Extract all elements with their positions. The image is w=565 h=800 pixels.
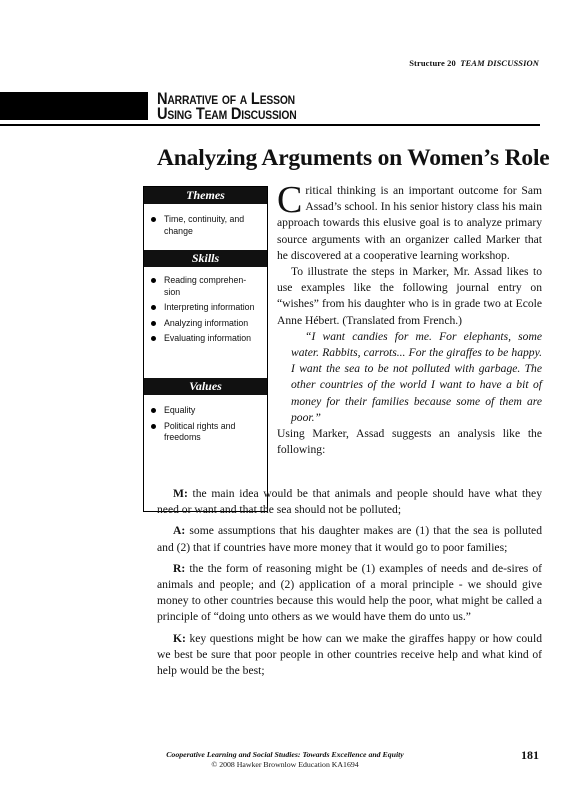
skills-heading: Skills xyxy=(144,250,267,267)
list-item: Evaluating information xyxy=(164,333,261,345)
footer-copyright: © 2008 Hawker Brownlow Education KA1694 xyxy=(211,760,359,769)
marker-text: the the form of reasoning might be (1) examples of needs and de-sires of animals and people; and (2) application of a moral principle - we should give money to other countries because this would help the poor, what might be called a principle of “doing unto others as we would have them do unto us.” xyxy=(157,561,542,624)
marker-item-a xyxy=(157,523,542,555)
marker-letter: K: xyxy=(173,631,186,645)
section-bar xyxy=(0,92,148,120)
footer-book-title: Cooperative Learning and Social Studies: Towards Excellence and Equity xyxy=(166,750,404,759)
values-heading: Values xyxy=(144,378,267,395)
marker-text: the main idea would be that animals and people should have what they need or want and that the sea should not be polluted; xyxy=(157,487,542,517)
marker-item-r xyxy=(157,561,542,626)
running-head-name: TEAM DISCUSSION xyxy=(460,58,539,68)
list-item: Reading comprehen-sion xyxy=(164,275,261,298)
list-item: Time, continuity, and change xyxy=(164,214,261,237)
page-title: Analyzing Arguments on Women’s Role xyxy=(157,145,550,171)
journal-quote: “I want candies for me. For elephants, some water. Rabbits, carrots... For the giraffes to be happy. I want the sea to be not polluted with garbage. The other countries of the world I want to have a bit of money for their families because some of them are poor.” xyxy=(291,329,542,424)
marker-letter: M: xyxy=(173,487,188,500)
sidebar-box xyxy=(143,186,268,512)
section-title-line2: Using Team Discussion xyxy=(157,104,297,123)
list-item: Equality xyxy=(164,405,261,417)
page-number: 181 xyxy=(521,748,539,762)
list-item: Political rights and freedoms xyxy=(164,421,261,444)
marker-letter: R: xyxy=(173,561,186,575)
paragraph-illustrate: To illustrate the steps in Marker, Mr. Assad likes to use examples like the following journal entry on “wishes” from his daughter who is in grade two at Ecole Anne Hébert. (Translated from French.) xyxy=(277,265,542,327)
themes-list xyxy=(144,204,267,250)
title-rule xyxy=(0,124,540,126)
running-head xyxy=(409,58,539,68)
body-column xyxy=(277,179,542,458)
running-head-structure: Structure 20 xyxy=(409,58,456,68)
skills-list xyxy=(144,267,267,370)
values-list xyxy=(144,395,267,456)
section-title xyxy=(157,91,296,121)
paragraph-intro-text: ritical thinking is an important outcome for Sam Assad’s school. In his senior history class his main approach towards this elusive goal is to analyze primary source arguments with an organizer called Marker that he discovered at a cooperative learning workshop. xyxy=(277,184,542,262)
section-title-line1: Narrative of a Lesson xyxy=(157,89,295,108)
themes-heading: Themes xyxy=(144,187,267,204)
marker-item-m xyxy=(157,486,542,518)
list-item: Interpreting information xyxy=(164,302,261,314)
marker-letter: A: xyxy=(173,524,186,538)
marker-analysis xyxy=(157,486,542,684)
paragraph-intro xyxy=(277,179,542,264)
drop-cap: C xyxy=(277,179,303,221)
list-item: Analyzing information xyxy=(164,318,261,330)
marker-text: key questions might be how can we make the giraffes happy or how could we best be sure that poor people in other countries receive help and what kind of help would be the best; xyxy=(157,631,542,678)
footer xyxy=(120,750,450,770)
marker-text: some assumptions that his daughter makes are (1) that the sea is polluted and (2) that if countries have more money that it would go to poor families; xyxy=(157,524,542,554)
paragraph-using-marker: Using Marker, Assad suggests an analysis like the following: xyxy=(277,427,542,457)
marker-item-k xyxy=(157,631,542,680)
